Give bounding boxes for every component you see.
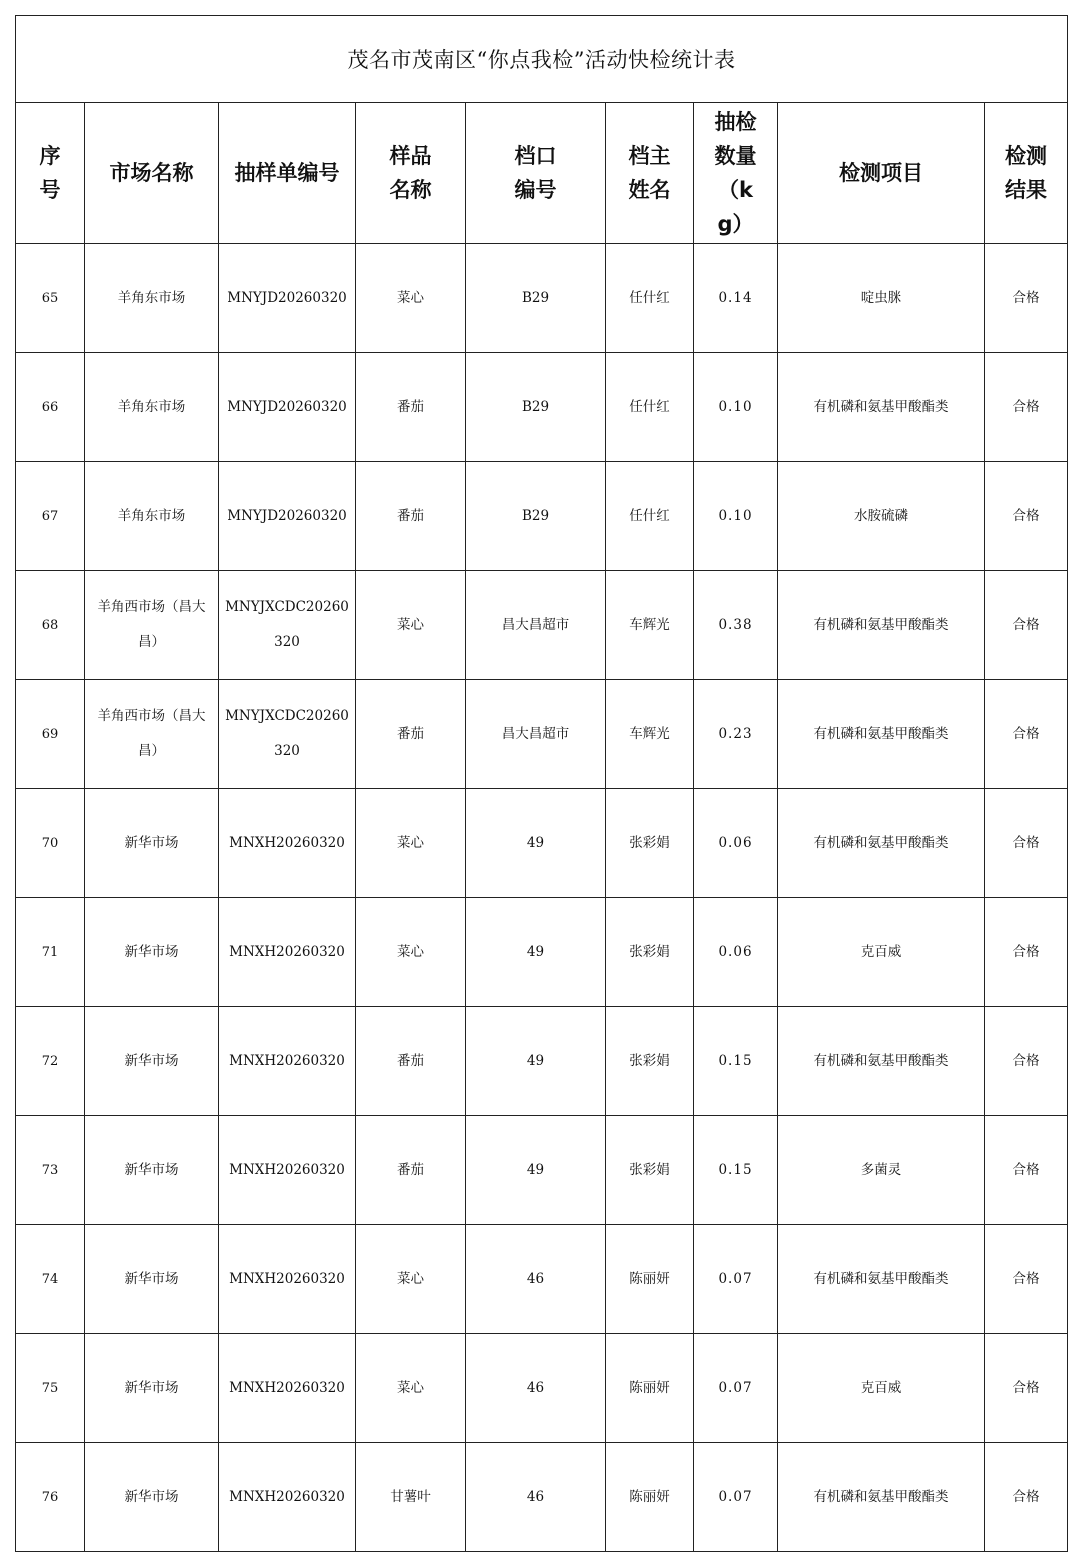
- header-market: 市场名称: [85, 103, 219, 244]
- cell-item: 有机磷和氨基甲酸酯类: [778, 680, 985, 789]
- header-owner: 档主姓名: [606, 103, 694, 244]
- cell-item: 有机磷和氨基甲酸酯类: [778, 353, 985, 462]
- cell-sample-name: 菜心: [356, 244, 466, 353]
- cell-sample-name: 番茄: [356, 1007, 466, 1116]
- cell-sample-no: MNXH20260320: [219, 1443, 356, 1552]
- cell-sample-name: 菜心: [356, 1225, 466, 1334]
- inspection-table: [15, 15, 1068, 1552]
- cell-item: 有机磷和氨基甲酸酯类: [778, 789, 985, 898]
- cell-qty: 0.10: [694, 462, 778, 571]
- cell-sample-name: 菜心: [356, 571, 466, 680]
- cell-owner: 张彩娟: [606, 1116, 694, 1225]
- cell-seq: 69: [16, 680, 85, 789]
- cell-stall-no: 46: [466, 1443, 606, 1552]
- header-sample-no: 抽样单编号: [219, 103, 356, 244]
- cell-item: 水胺硫磷: [778, 462, 985, 571]
- cell-sample-no: MNYJD20260320: [219, 353, 356, 462]
- cell-qty: 0.06: [694, 898, 778, 1007]
- cell-stall-no: B29: [466, 244, 606, 353]
- table-row: [16, 680, 1068, 789]
- cell-owner: 车辉光: [606, 571, 694, 680]
- cell-sample-no: MNYJD20260320: [219, 244, 356, 353]
- cell-sample-name: 番茄: [356, 1116, 466, 1225]
- cell-qty: 0.07: [694, 1225, 778, 1334]
- header-qty: 抽检数量（kg）: [694, 103, 778, 244]
- cell-stall-no: 昌大昌超市: [466, 680, 606, 789]
- table-body: [16, 244, 1068, 1552]
- cell-sample-no: MNXH20260320: [219, 1116, 356, 1225]
- cell-seq: 74: [16, 1225, 85, 1334]
- cell-sample-name: 菜心: [356, 789, 466, 898]
- cell-item: 啶虫脒: [778, 244, 985, 353]
- cell-owner: 张彩娟: [606, 898, 694, 1007]
- cell-market: 新华市场: [85, 1334, 219, 1443]
- cell-qty: 0.10: [694, 353, 778, 462]
- cell-seq: 71: [16, 898, 85, 1007]
- cell-item: 有机磷和氨基甲酸酯类: [778, 1225, 985, 1334]
- cell-seq: 72: [16, 1007, 85, 1116]
- table-row: [16, 571, 1068, 680]
- cell-stall-no: 46: [466, 1225, 606, 1334]
- header-sample-name: 样品名称: [356, 103, 466, 244]
- cell-result: 合格: [985, 1225, 1068, 1334]
- cell-seq: 68: [16, 571, 85, 680]
- cell-sample-name: 番茄: [356, 462, 466, 571]
- cell-owner: 陈丽妍: [606, 1334, 694, 1443]
- cell-market: 新华市场: [85, 789, 219, 898]
- cell-sample-no: MNXH20260320: [219, 1334, 356, 1443]
- cell-qty: 0.07: [694, 1443, 778, 1552]
- cell-market: 羊角东市场: [85, 462, 219, 571]
- cell-sample-no: MNXH20260320: [219, 1007, 356, 1116]
- cell-stall-no: B29: [466, 353, 606, 462]
- table-row: [16, 1225, 1068, 1334]
- cell-seq: 67: [16, 462, 85, 571]
- cell-sample-name: 番茄: [356, 680, 466, 789]
- table-row: [16, 898, 1068, 1007]
- cell-sample-no: MNYJD20260320: [219, 462, 356, 571]
- cell-market: 新华市场: [85, 1007, 219, 1116]
- cell-result: 合格: [985, 898, 1068, 1007]
- cell-market: 新华市场: [85, 1225, 219, 1334]
- cell-sample-name: 甘薯叶: [356, 1443, 466, 1552]
- cell-sample-no: MNYJXCDC20260320: [219, 571, 356, 680]
- cell-result: 合格: [985, 571, 1068, 680]
- cell-item: 有机磷和氨基甲酸酯类: [778, 1007, 985, 1116]
- table-row: [16, 1334, 1068, 1443]
- cell-owner: 张彩娟: [606, 1007, 694, 1116]
- cell-owner: 张彩娟: [606, 789, 694, 898]
- cell-result: 合格: [985, 1116, 1068, 1225]
- cell-item: 克百威: [778, 1334, 985, 1443]
- table-row: [16, 462, 1068, 571]
- cell-seq: 65: [16, 244, 85, 353]
- cell-qty: 0.23: [694, 680, 778, 789]
- cell-qty: 0.15: [694, 1007, 778, 1116]
- cell-seq: 66: [16, 353, 85, 462]
- table-title: 茂名市茂南区“你点我检”活动快检统计表: [16, 16, 1068, 103]
- cell-result: 合格: [985, 244, 1068, 353]
- cell-owner: 任什红: [606, 244, 694, 353]
- cell-market: 羊角西市场（昌大昌）: [85, 571, 219, 680]
- cell-owner: 任什红: [606, 353, 694, 462]
- cell-qty: 0.38: [694, 571, 778, 680]
- cell-market: 羊角东市场: [85, 353, 219, 462]
- cell-item: 克百威: [778, 898, 985, 1007]
- cell-seq: 76: [16, 1443, 85, 1552]
- cell-qty: 0.15: [694, 1116, 778, 1225]
- cell-seq: 70: [16, 789, 85, 898]
- cell-seq: 73: [16, 1116, 85, 1225]
- header-result: 检测结果: [985, 103, 1068, 244]
- cell-stall-no: B29: [466, 462, 606, 571]
- cell-sample-no: MNXH20260320: [219, 898, 356, 1007]
- cell-result: 合格: [985, 1007, 1068, 1116]
- cell-owner: 陈丽妍: [606, 1225, 694, 1334]
- header-item: 检测项目: [778, 103, 985, 244]
- cell-market: 新华市场: [85, 1116, 219, 1225]
- cell-result: 合格: [985, 1443, 1068, 1552]
- cell-stall-no: 49: [466, 789, 606, 898]
- table-row: [16, 1007, 1068, 1116]
- cell-result: 合格: [985, 789, 1068, 898]
- cell-market: 新华市场: [85, 898, 219, 1007]
- cell-owner: 任什红: [606, 462, 694, 571]
- cell-market: 羊角西市场（昌大昌）: [85, 680, 219, 789]
- cell-stall-no: 49: [466, 1116, 606, 1225]
- cell-stall-no: 49: [466, 1007, 606, 1116]
- table-row: [16, 1443, 1068, 1552]
- cell-item: 有机磷和氨基甲酸酯类: [778, 1443, 985, 1552]
- table-row: [16, 1116, 1068, 1225]
- cell-qty: 0.14: [694, 244, 778, 353]
- cell-sample-name: 菜心: [356, 1334, 466, 1443]
- cell-result: 合格: [985, 1334, 1068, 1443]
- cell-result: 合格: [985, 680, 1068, 789]
- cell-result: 合格: [985, 353, 1068, 462]
- table-row: [16, 789, 1068, 898]
- cell-market: 新华市场: [85, 1443, 219, 1552]
- cell-item: 有机磷和氨基甲酸酯类: [778, 571, 985, 680]
- cell-owner: 车辉光: [606, 680, 694, 789]
- header-seq: 序号: [16, 103, 85, 244]
- table-row: [16, 353, 1068, 462]
- cell-sample-name: 番茄: [356, 353, 466, 462]
- cell-sample-name: 菜心: [356, 898, 466, 1007]
- cell-qty: 0.06: [694, 789, 778, 898]
- header-stall-no: 档口编号: [466, 103, 606, 244]
- cell-result: 合格: [985, 462, 1068, 571]
- cell-sample-no: MNXH20260320: [219, 1225, 356, 1334]
- cell-stall-no: 49: [466, 898, 606, 1007]
- cell-owner: 陈丽妍: [606, 1443, 694, 1552]
- cell-item: 多菌灵: [778, 1116, 985, 1225]
- cell-sample-no: MNXH20260320: [219, 789, 356, 898]
- cell-stall-no: 昌大昌超市: [466, 571, 606, 680]
- cell-stall-no: 46: [466, 1334, 606, 1443]
- cell-market: 羊角东市场: [85, 244, 219, 353]
- cell-qty: 0.07: [694, 1334, 778, 1443]
- cell-seq: 75: [16, 1334, 85, 1443]
- table-row: [16, 244, 1068, 353]
- cell-sample-no: MNYJXCDC20260320: [219, 680, 356, 789]
